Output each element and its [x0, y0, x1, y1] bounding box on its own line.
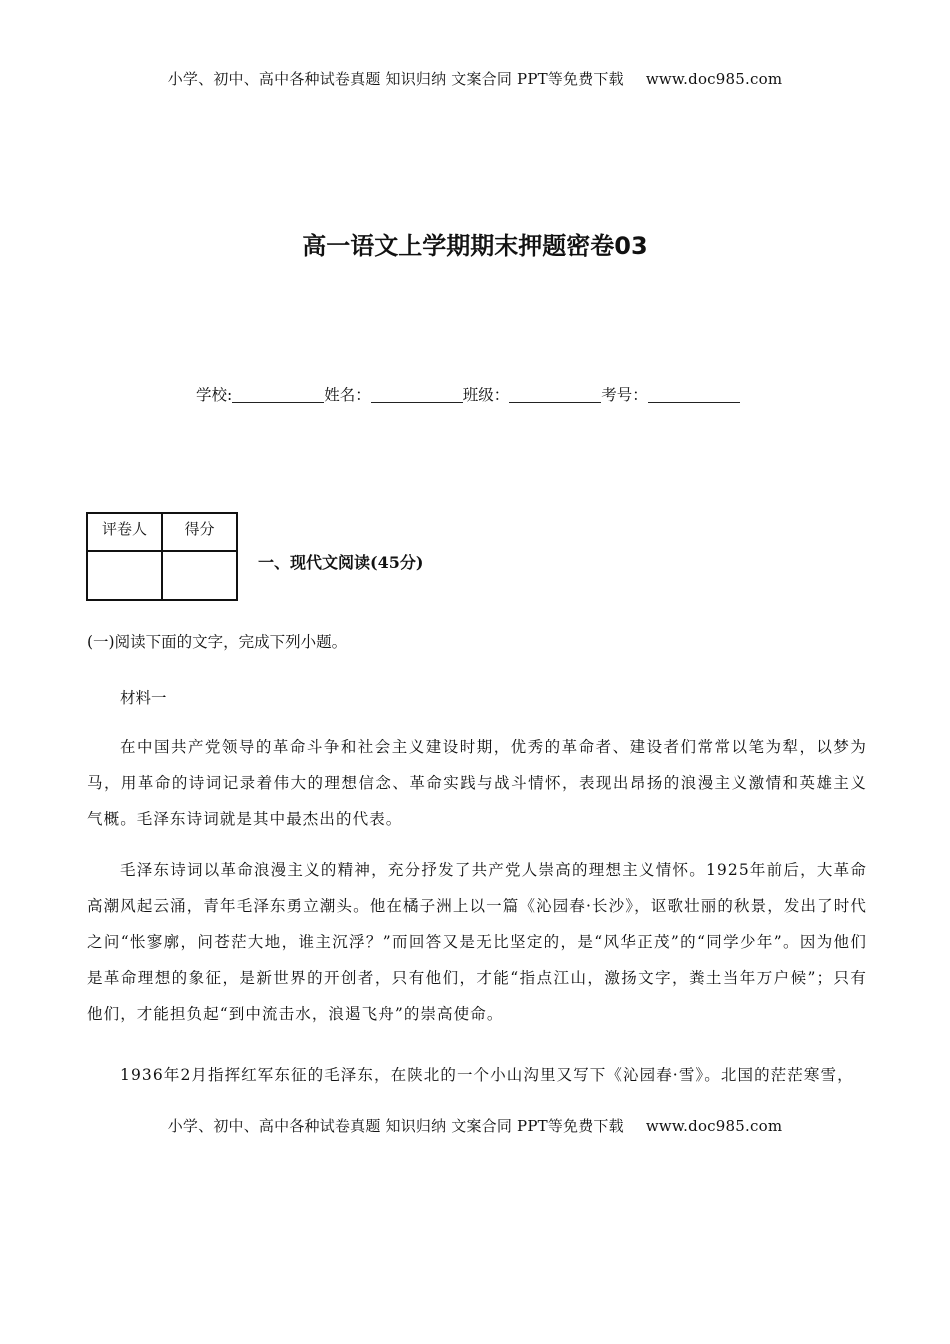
- page-header: [0, 68, 950, 89]
- footer-text: 小学、初中、高中各种试卷真题 知识归纳 文案合同 PPT等免费下载: [167, 1117, 624, 1135]
- header-url[interactable]: www.doc985.com: [645, 70, 783, 88]
- score-cell[interactable]: [162, 551, 237, 600]
- student-info-line: [196, 383, 740, 405]
- grader-cell[interactable]: [87, 551, 162, 600]
- name-blank[interactable]: [371, 386, 463, 403]
- exam-no-label: 考号：: [601, 386, 648, 404]
- school-blank[interactable]: [232, 386, 324, 403]
- page-title: 高一语文上学期期末押题密卷03: [302, 232, 648, 260]
- school-label: 学校:: [196, 386, 233, 404]
- paragraph-1: 在中国共产党领导的革命斗争和社会主义建设时期，优秀的革命者、建设者们常常以笔为犁，以梦为马，用革命的诗词记录着伟大的理想信念、革命实践与战斗情怀，表现出昂扬的浪漫主义激情和英雄主义气概。毛泽东诗词就是其中最杰出的代表。: [87, 738, 867, 828]
- grader-header: 评卷人: [87, 513, 162, 551]
- section-heading: 一、现代文阅读(45分): [258, 553, 424, 572]
- header-text: 小学、初中、高中各种试卷真题 知识归纳 文案合同 PPT等免费下载: [167, 70, 624, 88]
- paragraph-2: 毛泽东诗词以革命浪漫主义的精神，充分抒发了共产党人崇高的理想主义情怀。1925年前后，大革命高潮风起云涌，青年毛泽东勇立潮头。他在橘子洲上以一篇《沁园春·长沙》，讴歌壮丽的秋景，发出了时代之问“怅寥廓，问苍茫大地，谁主沉浮？”而回答又是无比坚定的，是“风华正茂”的“同学少年”。因为他们是革命理想的象征，是新世界的开创者，只有他们，才能“指点江山，激扬文字，粪土当年万户候”；只有他们，才能担负起“到中流击水，浪遏飞舟”的崇高使命。: [87, 861, 867, 1023]
- material-label: 材料一: [120, 689, 167, 707]
- reading-instruction: (一)阅读下面的文字，完成下列小题。: [87, 633, 348, 651]
- class-blank[interactable]: [509, 386, 601, 403]
- class-label: 班级：: [462, 386, 510, 404]
- paragraph-3: 1936年2月指挥红军东征的毛泽东，在陕北的一个小山沟里又写下《沁园春·雪》。北国的茫茫寒雪，: [120, 1066, 854, 1084]
- exam-no-blank[interactable]: [648, 386, 740, 403]
- footer-url[interactable]: www.doc985.com: [645, 1117, 783, 1135]
- page-footer: [0, 1115, 950, 1136]
- score-table: [86, 512, 238, 601]
- score-header: 得分: [162, 513, 237, 551]
- name-label: 姓名：: [324, 386, 371, 404]
